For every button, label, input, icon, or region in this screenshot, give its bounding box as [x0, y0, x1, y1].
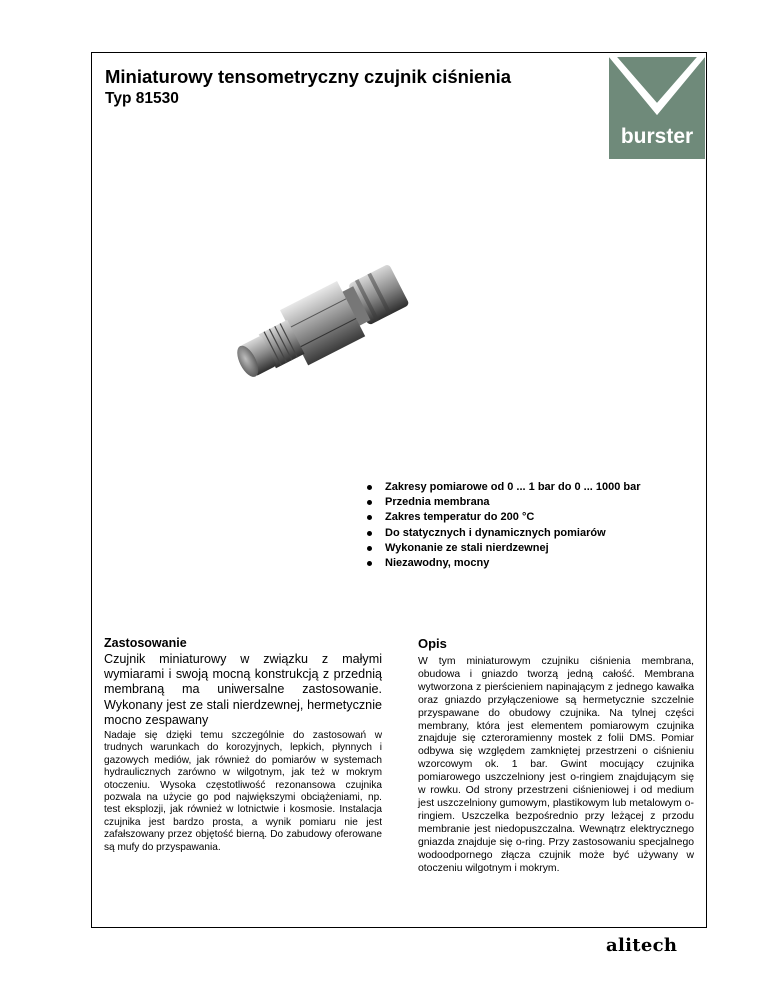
feature-text: Zakres temperatur do 200 °C	[385, 511, 535, 524]
section-heading: Zastosowanie	[104, 636, 187, 650]
page-subtitle: Typ 81530	[105, 90, 179, 107]
section-heading: Opis	[418, 636, 447, 651]
burster-logo-text: burster	[620, 125, 694, 148]
section-lead: Czujnik miniaturowy w związku z małymi wymiarami i swoją mocną konstrukcją z przednią membraną ma uniwersalne zastosowanie. Wykonany jest ze stali nierdzewnej, hermetycznie mocno zespawany	[104, 652, 382, 727]
feature-item	[366, 556, 641, 571]
feature-text: Niezawodny, mocny	[385, 557, 490, 570]
page-title: Miniaturowy tensometryczny czujnik ciśnienia	[105, 66, 512, 87]
feature-text: Przednia membrana	[385, 496, 490, 509]
feature-text: Wykonanie ze stali nierdzewnej	[385, 541, 549, 554]
feature-list	[366, 480, 641, 571]
section-opis	[418, 636, 694, 875]
bullet-icon	[367, 561, 372, 566]
feature-text: Zakresy pomiarowe od 0 ... 1 bar do 0 ... 1000 bar	[385, 481, 641, 493]
feature-item	[366, 510, 641, 525]
bullet-icon	[367, 546, 372, 551]
bullet-icon	[367, 515, 372, 520]
feature-item	[366, 526, 641, 541]
section-body: W tym miniaturowym czujniku ciśnienia membrana, obudowa i gniazdo tworzą jedną całość. Membrana wytworzona z pierścieniem napinającym z jednego kawałka oraz gniazdo przyłączeniowe są hermetycznie szczelnie przyspawane do obudowy czujnika. Na tylnej części membrany, która jest elementem pomiarowym czujnika znajduje się czteroramienny mostek z folii DMS. Pomiar odbywa się względem zamkniętej przestrzeni o ciśnieniu wzorcowym ok. 1 bar. Gwint mocujący czujnika pomiarowego uszczelniony jest o-ringiem znajdującym się w rowku. Od strony przestrzeni ciśnieniowej i od medium jest uszczelniony gumowym, plastikowym lub metalowym o-ringiem. Uszczelka bezpośrednio przy leżącej z przodu membranie jest niedopuszczalna. Wewnątrz elektrycznego gniazda znajduje się o-ring. Przy zastosowaniu specjalnego wodoodpornego złącza czujnik może być używany w otoczeniu wilgotnym i mokrym.	[418, 656, 694, 874]
alitech-logo: alitech	[606, 935, 678, 956]
section-zastosowanie	[104, 636, 382, 854]
product-image	[222, 238, 442, 410]
feature-item	[366, 541, 641, 556]
feature-item	[366, 495, 641, 510]
bullet-icon	[367, 500, 372, 505]
feature-item	[366, 480, 641, 495]
bullet-icon	[367, 485, 372, 490]
feature-text: Do statycznych i dynamicznych pomiarów	[385, 526, 606, 539]
bullet-icon	[367, 531, 372, 536]
burster-logo	[609, 57, 705, 159]
section-body: Nadaje się dzięki temu szczególnie do zastosowań w trudnych warunkach do korozyjnych, lepkich, płynnych i gazowych mediów, jak również do pomiarów w systemach hydraulicznych zarówno w wilgotnym, jak też w mokrym otoczeniu. Wysoka częstotliwość rezonansowa czujnika pozwala na użycie go pod największymi obciążeniami, np. test eksplozji, jak również w lotnictwie i kosmosie. Instalacja czujnika jest bardzo prosta, a wynik pomiaru nie jest zafałszowany przez objętość bierną. Do zabudowy oferowane są mufy do przyspawania.	[104, 730, 382, 853]
